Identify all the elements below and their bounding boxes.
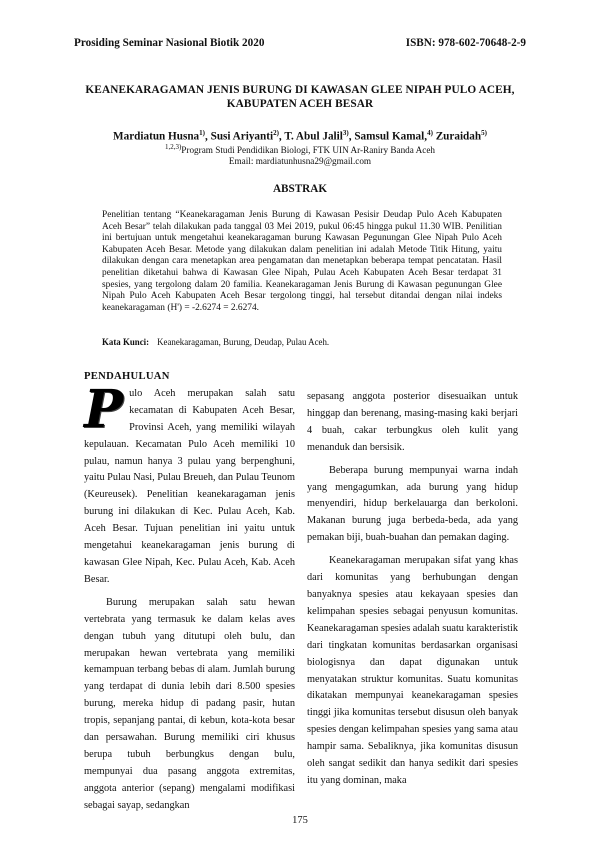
- paragraph-text: ulo Aceh merupakan salah satu kecamatan di Kabupaten Aceh Besar, Provinsi Aceh, yang memiliki wilayah kepulauan. Kecamatan Pulo Aceh memiliki 10 pulau, namun hanya 3 pulau yang berpenghuni, yaitu Pulau Nasi, Pulau Breueh, dan Pulau Teunom (Keureusek). Penelitian keanekaragaman jenis burung ini dilakukan di Kec. Pulau Aceh, Kab. Aceh Besar. Tujuan penelitian ini yaitu untuk mengetahui keanekaragaman jenis burung di kawasan Glee Nipah, Kec. Pulau Aceh, Kab. Aceh Besar.: [84, 387, 296, 585]
- author-name: Susi Ariyanti: [210, 130, 274, 143]
- paragraph: Burung merupakan salah satu hewan vertebrata yang termasuk ke dalam kelas aves dengan tubuh yang ditutupi oleh bulu, dan merupakan hewan vertebrata yang memiliki kemampuan terbang bebas di alam. Jumlah burung yang terdapat di dunia lebih dari 8.500 spesies burung, mereka hidup di padang pasir, hutan tropis, sepanjang pantai, di kebun, kota-kota besar dan persawahan. Burung memiliki ciri khusus berupa tubuh berbungkus dengan bulu, mempunyai dua pasang anggota extremitas, anggota anterior (sepang) mengalami modifikasi sebagai sayap, sedangkan: [84, 596, 295, 811]
- author-sup: 3): [342, 129, 349, 137]
- running-header-isbn: ISBN: 978-602-70648-2-9: [405, 37, 526, 49]
- affiliation-text: Program Studi Pendidikan Biologi, FTK UIN Ar-Raniry Banda Aceh: [181, 145, 436, 156]
- author-sup: 5): [481, 129, 487, 137]
- author-list: Mardiatun Husna$^{1)}$, Susi Ariyanti$^{2)}$, T. Abul Jalil$^{3)}$, Samsul Kamal,$^{4)}$ Zuraidah$^{5)}$: [113, 129, 487, 143]
- paper-title: [60, 83, 540, 111]
- affiliation-sup: 1,2,3): [164, 143, 182, 151]
- title-line-1: KEANEKARAGAMAN JENIS BURUNG DI KAWASAN GLEE NIPAH PULO ACEH,: [85, 84, 515, 96]
- drop-cap: P: [84, 378, 124, 440]
- author-name: T. Abul Jalil: [284, 130, 343, 143]
- keywords: [102, 337, 522, 347]
- author-sup: 2): [273, 129, 279, 137]
- paragraph: [84, 378, 296, 589]
- author-name: Samsul Kamal,: [354, 130, 428, 143]
- paragraph: sepasang anggota posterior disesuaikan untuk hinggap dan berenang, masing-masing kaki berjari 4 buah, cakar terbungkus oleh kulit yang menanduk dan bersisik.: [307, 391, 518, 453]
- author-sup: 1): [199, 129, 205, 137]
- author-email: Email: mardiatunhusna29@gmail.com: [228, 156, 372, 166]
- right-column: [307, 389, 518, 790]
- keywords-label: Kata Kunci:: [102, 337, 150, 347]
- abstract-text: Penelitian tentang “Keanekaragaman Jenis Burung di Kawasan Pesisir Deudap Pulo Aceh Kabupaten Aceh Besar” telah dilakukan pada tanggal 03 Mei 2019, pukul 06:45 hingga pukul 11.30 WIB. Penilitian ini bertujuan untuk mengetahui keanekaragaman burung Kawasan Pegunungan Glee Nipah Pulo Aceh Kabupaten Aceh Besar. Metode yang dilakukan dalam penelitian ini adalah Metode Titik Hitung, yaitu dilakukan dengan cara menetapkan area pengamatan dan menetapkan beberapa tempat pencatatan. Hasil penelitian diketahui bahwa di Kawasan Glee Nipah, Pulau Aceh Kabupaten Aceh Besar terdapat 31 spesies, yang tergolong dalam 20 familia. Keanekaragaman Jenis Burung di Kawasan pegunungan Glee Nipah Pulo Aceh Kabupaten Aceh Besar tergolong tinggi, hal tersebut ditandai dengan nilai indeks keanekaragaman (H') = -2.6274 = 2.6274.: [102, 210, 502, 313]
- paragraph: Beberapa burung mempunyai warna indah yang mengagumkan, ada burung yang hidup menyendiri, hidup berkelauarga dan berkoloni. Makanan burung juga berbeda-beda, ada yang pemakan biji, buah-buahan dan pemakan daging.: [307, 464, 518, 544]
- section-heading-introduction: PENDAHULUAN: [84, 371, 170, 382]
- running-header-left: Prosiding Seminar Nasional Biotik 2020: [74, 37, 265, 49]
- abstract-heading: ABSTRAK: [272, 183, 328, 195]
- author-name: Zuraidah: [435, 130, 482, 143]
- affiliation: [60, 143, 540, 155]
- author-sup: 4): [427, 129, 433, 137]
- keywords-text: Keanekaragaman, Burung, Deudap, Pulau Aceh.: [157, 337, 330, 347]
- paragraph: Keanekaragaman merupakan sifat yang khas dari komunitas yang berhubungan dengan banyaknya spesies atau kekayaan spesies dan kelimpahan spesies sebagai penyusun komunitas. Keanekaragaman spesies adalah suatu karakteristik dari tingkatan komunitas berdasarkan organisasi biologisnya dan dapat digunakan untuk menyatakan struktur komunitas. Suatu komunitas dikatakan mempunyai keanekaragaman spesies tinggi jika komunitas tersebut disusun oleh banyak spesies dengan kelimpahan spesies yang sama atau hampir sama. Sebaliknya, jika komunitas disusun oleh sangat sedikit dan hanya sedikit dari spesies itu yang dominan, maka: [307, 555, 518, 786]
- page-number: 175: [292, 815, 308, 826]
- author-name: Mardiatun Husna: [113, 130, 200, 143]
- title-line-2: KABUPATEN ACEH BESAR: [226, 98, 374, 110]
- left-column: [84, 369, 295, 815]
